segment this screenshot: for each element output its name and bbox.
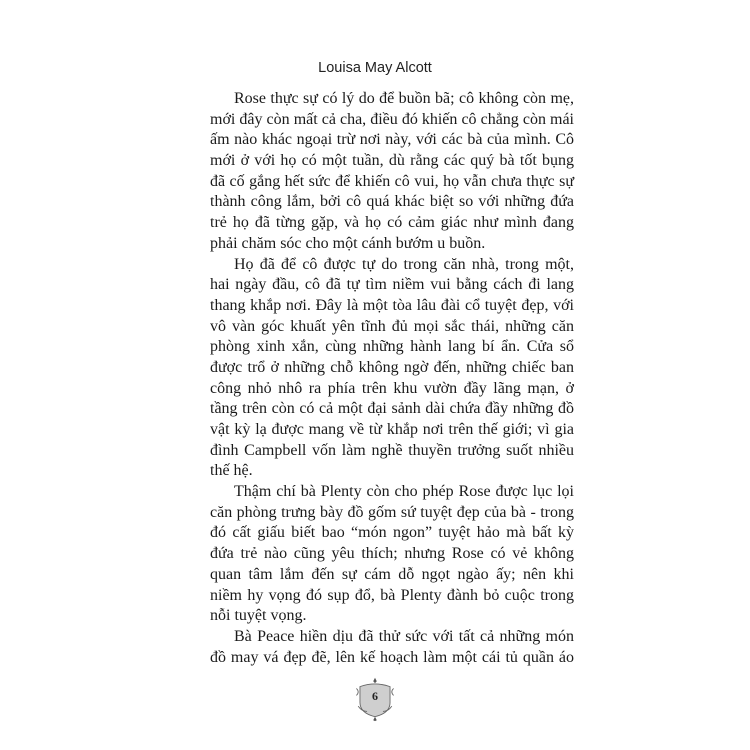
text-line: đã cố gắng hết sức để khiến cô vui, họ vẫn chưa thực sự [210, 172, 574, 190]
text-line: công nhỏ nhô ra phía trên khu vườn đầy lãng mạn, ở [210, 379, 574, 397]
text-line: đồ may vá đẹp đẽ, lên kế hoạch làm một cái tủ quần áo [210, 648, 574, 666]
paragraph [210, 627, 574, 668]
text-line: đình Campbell vốn làm nghề thuyền trưởng suốt nhiều [210, 441, 574, 459]
text-line: hai ngày đầu, cô đã tự tìm niềm vui bằng cách đi lang [210, 276, 574, 294]
text-line: Họ đã để cô được tự do trong căn nhà, trong một, [234, 255, 574, 273]
paragraph [210, 89, 574, 255]
text-line: ấm nào khác ngoại trừ nơi này, với các bà của mình. Cô [210, 131, 574, 149]
text-line: niềm hy vọng đó sụp đổ, bà Plenty đành bỏ cuộc trong [210, 586, 574, 604]
text-line: tầng trên còn có cả một đại sảnh dài chứa đầy những đồ [210, 400, 574, 418]
text-line: mới ở với họ có một tuần, dù rằng các quý bà tốt bụng [210, 152, 574, 170]
running-header-author: Louisa May Alcott [318, 60, 432, 76]
text-line: thang khắp nơi. Đây là một tòa lâu đài cổ tuyệt đẹp, với [210, 296, 574, 314]
text-line: Thậm chí bà Plenty còn cho phép Rose được lục lọi [234, 483, 574, 501]
text-line: phòng xinh xắn, cùng những hành lang bí ẩn. Cửa sổ [210, 338, 574, 356]
text-line: vật kỳ lạ được mang về từ khắp nơi trên thế giới; vì gia [210, 421, 574, 438]
text-line: Bà Peace hiền dịu đã thử sức với tất cả những món [234, 627, 574, 645]
text-line: đứa trẻ nào cũng yêu thích; nhưng Rose có vẻ không [210, 545, 574, 563]
page-number-badge [352, 676, 398, 722]
text-line: Rose thực sự có lý do để buồn bã; cô không còn mẹ, [234, 90, 574, 107]
paragraph [210, 255, 574, 483]
text-line: trẻ họ đã từng gặp, và họ có cảm giác như mình đang [210, 214, 574, 232]
text-line: phải chăm sóc cho một cánh bướm u buồn. [210, 234, 486, 252]
page-body-text [210, 89, 574, 668]
text-line: đó cất giấu biết bao “món ngon” tuyệt hảo mà bất kỳ [210, 524, 574, 542]
text-line: mới đây còn mất cả cha, điều đó khiến cô chẳng còn mái [210, 110, 574, 128]
text-line: nỗi tuyệt vọng. [210, 607, 307, 625]
text-line: được trổ ở những chỗ không ngờ đến, những chiếc ban [210, 358, 574, 376]
paragraph [210, 482, 574, 627]
text-line: thành công lắm, bởi cô quá khác biệt so với những đứa [210, 193, 574, 211]
text-line: căn phòng trưng bày đồ gốm sứ tuyệt đẹp của bà - trong [210, 503, 574, 521]
text-line: thế hệ. [210, 462, 253, 480]
page-number: 6 [372, 689, 378, 703]
text-line: vô vàn góc khuất yên tĩnh đủ mọi sắc thái, những căn [210, 317, 574, 335]
text-line: quan tâm lắm đến sự cám dỗ ngọt ngào ấy; nên khi [210, 565, 574, 583]
